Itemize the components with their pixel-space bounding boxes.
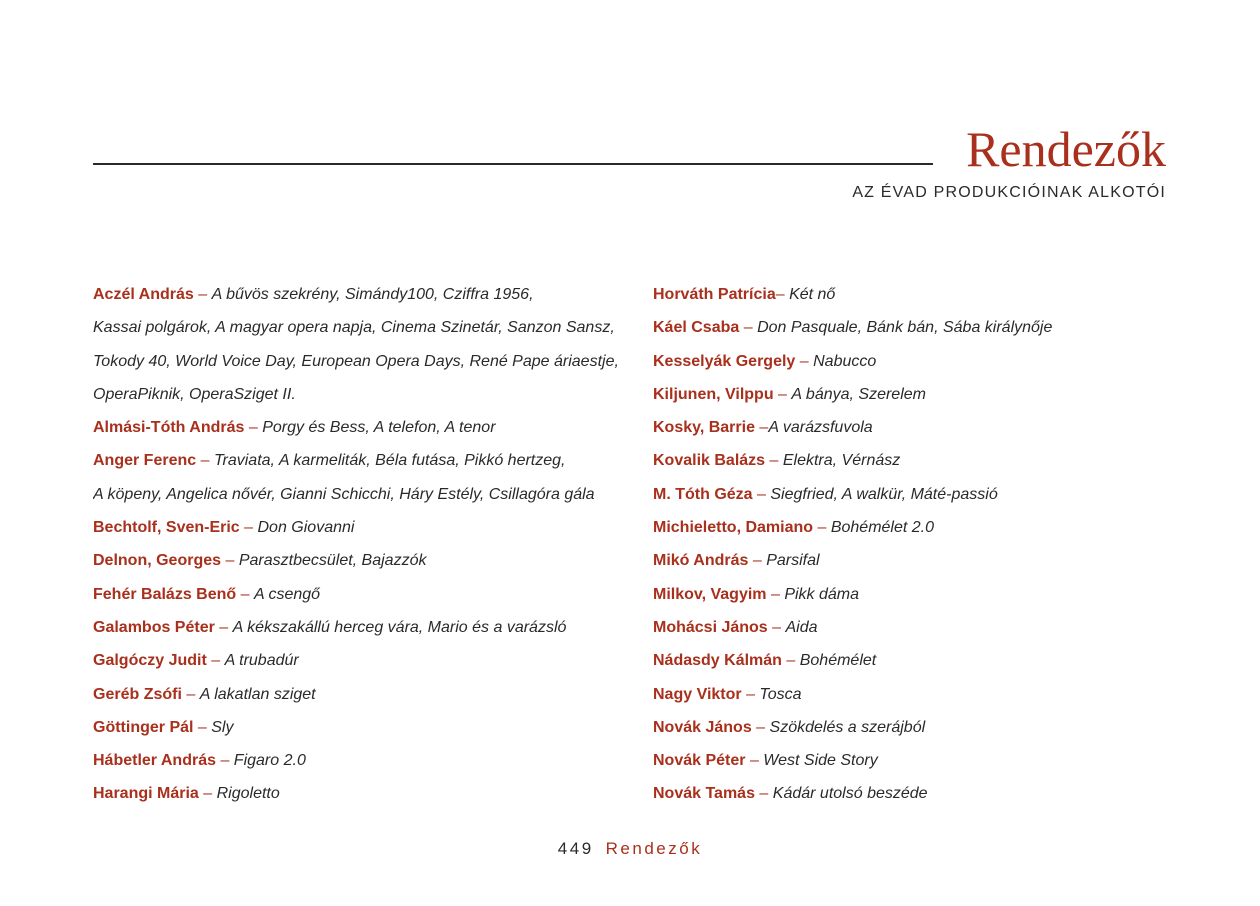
director-entry (93, 644, 633, 677)
director-entry (653, 644, 1173, 677)
director-entry (93, 278, 633, 311)
production-list: Rigoletto (216, 785, 280, 803)
separator-dash: – (775, 286, 790, 303)
production-list: Elektra, Vérnász (782, 452, 901, 470)
director-name: Kesselyák Gergely (653, 352, 796, 370)
production-list: Traviata, A karmeliták, Béla futása, Pikkó hertzeg, (213, 452, 566, 470)
separator-dash: – (221, 552, 239, 570)
production-list: Don Pasquale, Bánk bán, Sába királynője (757, 319, 1053, 337)
director-entry (653, 444, 1173, 477)
director-entry (93, 378, 633, 411)
separator-dash: – (766, 585, 785, 603)
production-list: Figaro 2.0 (233, 752, 306, 770)
director-name: Aczél András (93, 286, 194, 303)
director-name: Mikó András (653, 552, 749, 570)
director-entry (653, 278, 1173, 311)
director-name: Kiljunen, Vilppu (653, 385, 774, 403)
director-name: Bechtolf, Sven-Eric (93, 519, 240, 537)
separator-dash: – (206, 652, 225, 670)
production-list: Tosca (759, 685, 802, 703)
production-list: Tokody 40, World Voice Day, European Opera Days, René Pape áriaestje, (93, 352, 619, 370)
director-entry (653, 777, 1173, 810)
production-list: A kékszakállú herceg vára, Mario és a varázsló (232, 618, 567, 636)
page-number: 449 (557, 839, 594, 858)
director-entry (93, 345, 633, 378)
separator-dash: – (244, 419, 263, 437)
separator-dash: – (193, 286, 212, 303)
production-list: A köpeny, Angelica nővér, Gianni Schicchi, Háry Estély, Csillagóra gála (93, 485, 595, 503)
director-name: Novák Péter (653, 752, 746, 770)
director-entry (653, 411, 1173, 444)
production-list: A bánya, Szerelem (791, 385, 926, 403)
production-list: Porgy és Bess, A telefon, A tenor (262, 419, 496, 437)
director-entry (93, 744, 633, 777)
separator-dash: – (198, 785, 217, 803)
director-entry (93, 578, 633, 611)
director-name: Galgóczy Judit (93, 652, 207, 670)
production-list: Bohémélet (799, 652, 877, 670)
separator-dash: – (193, 718, 212, 736)
director-name: Hábetler András (93, 752, 216, 770)
production-list: Kádár utolsó beszéde (772, 785, 928, 803)
production-list: Siegfried, A walkür, Máté-passió (770, 485, 998, 503)
page-subtitle: AZ ÉVAD PRODUKCIÓINAK ALKOTÓI (852, 184, 1166, 201)
production-list: Parasztbecsület, Bajazzók (238, 552, 427, 570)
separator-dash: – (795, 352, 814, 370)
left-column (93, 278, 633, 811)
separator-dash: – (236, 585, 254, 603)
director-entry (653, 311, 1173, 344)
production-list: Szökdelés a szerájból (769, 718, 926, 736)
director-entry (653, 578, 1173, 611)
production-list: Parsifal (766, 552, 820, 570)
director-name: Fehér Balázs Benő (93, 585, 237, 603)
separator-dash: – (813, 519, 831, 537)
separator-dash: – (781, 652, 800, 670)
director-name: Galambos Péter (93, 618, 215, 636)
separator-dash: – (748, 552, 767, 570)
director-name: Harangi Mária (93, 785, 199, 803)
director-entry (653, 611, 1173, 644)
director-entry (653, 478, 1173, 511)
director-entry (93, 478, 633, 511)
production-list: Sly (211, 718, 234, 736)
production-list: Nabucco (813, 352, 877, 370)
director-name: Milkov, Vagyim (653, 585, 767, 603)
page-title: Rendezők (966, 121, 1166, 177)
director-entry (93, 611, 633, 644)
right-column (653, 278, 1173, 811)
director-name: Káel Csaba (653, 319, 740, 337)
director-name: Almási-Tóth András (93, 419, 245, 437)
director-name: Nádasdy Kálmán (653, 652, 782, 670)
director-name: Delnon, Georges (93, 552, 222, 570)
production-list: Két nő (789, 286, 836, 303)
page-footer (0, 838, 1260, 860)
production-list: A trubadúr (224, 652, 299, 670)
separator-dash: – (754, 785, 773, 803)
separator-dash: – (216, 752, 234, 770)
separator-dash: – (745, 752, 764, 770)
production-list: Pikk dáma (784, 585, 860, 603)
director-entry (93, 411, 633, 444)
production-list: A varázsfuvola (768, 419, 873, 437)
director-entry (93, 711, 633, 744)
director-name: Kovalik Balázs (653, 452, 766, 470)
director-entry (93, 777, 633, 810)
separator-dash: – (752, 485, 771, 503)
production-list: OperaPiknik, OperaSziget II. (93, 385, 296, 403)
separator-dash: – (751, 718, 770, 736)
production-list: A csengő (253, 585, 321, 603)
separator-dash: – (741, 685, 760, 703)
separator-dash: – (773, 385, 792, 403)
separator-dash: – (754, 419, 769, 437)
separator-dash: – (181, 685, 200, 703)
director-entry (653, 744, 1173, 777)
director-name: Anger Ferenc (93, 452, 197, 470)
director-entry (653, 345, 1173, 378)
director-entry (93, 311, 633, 344)
separator-dash: – (739, 319, 758, 337)
director-name: Novák Tamás (653, 785, 755, 803)
director-name: Horváth Patrícia (653, 286, 776, 303)
director-entry (93, 678, 633, 711)
separator-dash: – (239, 519, 258, 537)
director-name: Mohácsi János (653, 618, 768, 636)
production-list: Aida (785, 618, 818, 636)
director-name: Novák János (653, 718, 752, 736)
separator-dash: – (765, 452, 783, 470)
separator-dash: – (196, 452, 214, 470)
director-entry (653, 511, 1173, 544)
production-list: Don Giovanni (257, 519, 355, 537)
director-entry (653, 678, 1173, 711)
separator-dash: – (767, 618, 786, 636)
production-list: A bűvös szekrény, Simándy100, Cziffra 1956, (211, 286, 534, 303)
director-name: Michieletto, Damiano (653, 519, 814, 537)
director-entry (653, 544, 1173, 577)
director-entry (93, 444, 633, 477)
header-rule (93, 163, 933, 165)
director-name: Geréb Zsófi (93, 685, 182, 703)
director-name: Nagy Viktor (653, 685, 742, 703)
production-list: Kassai polgárok, A magyar opera napja, Cinema Szinetár, Sanzon Sansz, (93, 319, 615, 337)
separator-dash: – (214, 618, 233, 636)
director-name: M. Tóth Géza (653, 485, 753, 503)
director-entry (93, 544, 633, 577)
production-list: A lakatlan sziget (199, 685, 316, 703)
footer-label: Rendezők (605, 839, 703, 858)
director-entry (653, 711, 1173, 744)
production-list: West Side Story (763, 752, 878, 770)
director-entry (93, 511, 633, 544)
director-name: Kosky, Barrie (653, 419, 755, 437)
director-entry (653, 378, 1173, 411)
director-name: Göttinger Pál (93, 718, 194, 736)
production-list: Bohémélet 2.0 (830, 519, 935, 537)
